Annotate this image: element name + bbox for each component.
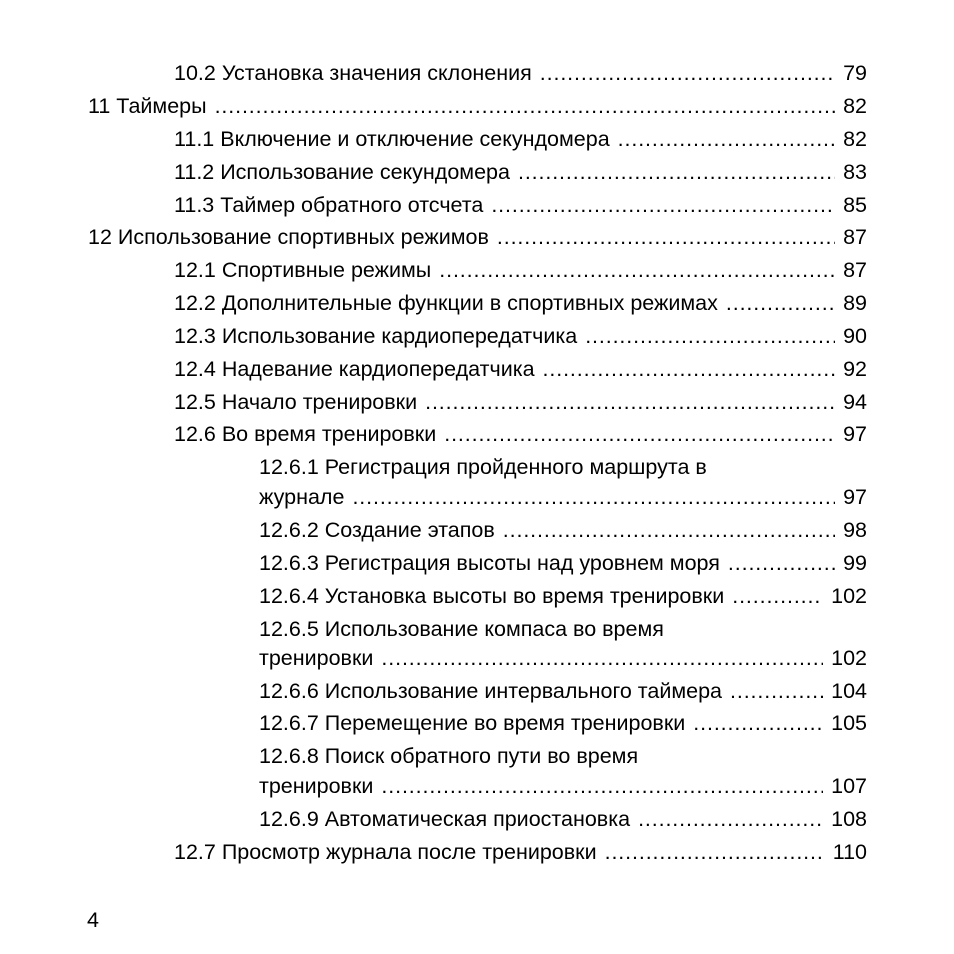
toc-entry-title: 12.3 Использование кардиопередатчика	[174, 324, 578, 348]
dot-leader	[491, 191, 835, 219]
toc-entry-page: 97	[843, 485, 867, 509]
toc-entry-title: 12.4 Надевание кардиопередатчика	[174, 357, 535, 381]
toc-entry-title: 12.2 Дополнительные функции в спортивных режимах	[174, 291, 718, 315]
dot-leader	[605, 838, 825, 866]
dot-leader	[540, 59, 835, 87]
toc-entry-page: 108	[831, 807, 867, 831]
dot-leader	[497, 223, 835, 251]
toc-entry-page: 92	[843, 357, 867, 381]
toc-entry-page: 79	[843, 61, 867, 85]
toc-entry-title: 12.6.2 Создание этапов	[259, 518, 495, 542]
dot-leader	[638, 805, 823, 833]
toc-entry[interactable]	[174, 355, 867, 383]
toc-entry-title: 12.5 Начало тренировки	[174, 390, 418, 414]
toc-entry-title: 12.6.3 Регистрация высоты над уровнем моря	[259, 551, 720, 575]
toc-entry[interactable]	[259, 644, 867, 672]
dot-leader	[381, 772, 823, 800]
dot-leader	[728, 549, 835, 577]
toc-entry-title: 10.2 Установка значения склонения	[174, 61, 532, 85]
toc-entry-first-line[interactable]	[259, 742, 867, 770]
toc-entry-title: 12.6.6 Использование интервального таймера	[259, 679, 722, 703]
toc-entry-page: 110	[832, 840, 867, 864]
dot-leader	[732, 582, 823, 610]
dot-leader	[730, 677, 823, 705]
dot-leader	[543, 355, 836, 383]
toc-entry[interactable]	[259, 549, 867, 577]
toc-entry-page: 87	[843, 225, 867, 249]
toc-entry[interactable]	[174, 59, 867, 87]
toc-entry-title: 12.7 Просмотр журнала после тренировки	[174, 840, 597, 864]
toc-entry-page: 83	[843, 160, 867, 184]
toc-entry-first-line[interactable]	[259, 453, 867, 481]
toc-entry-title: 12.6.1 Регистрация пройденного маршрута в	[259, 455, 707, 479]
toc-entry-title: 12 Использование спортивных режимов	[88, 225, 489, 249]
toc-entry-page: 90	[843, 324, 867, 348]
toc-entry[interactable]	[174, 125, 867, 153]
dot-leader	[618, 125, 835, 153]
toc-entry-page: 87	[843, 258, 867, 282]
toc-entry[interactable]	[259, 772, 867, 800]
toc-entry-page: 102	[831, 646, 867, 670]
page-number: 4	[87, 908, 99, 932]
toc-entry-page: 82	[843, 94, 867, 118]
dot-leader	[444, 420, 835, 448]
dot-leader	[352, 483, 835, 511]
toc-entry[interactable]	[174, 256, 867, 284]
toc-entry-title: 11.3 Таймер обратного отсчета	[174, 193, 484, 217]
toc-entry-page: 97	[843, 422, 867, 446]
dot-leader	[726, 289, 835, 317]
dot-leader	[503, 516, 835, 544]
toc-entry-title: 12.6.9 Автоматическая приостановка	[259, 807, 631, 831]
toc-entry-title: 12.6 Во время тренировки	[174, 422, 437, 446]
toc-entry-page: 98	[843, 518, 867, 542]
toc-entry-title: 11.2 Использование секундомера	[174, 160, 510, 184]
toc-entry-title: 11 Таймеры	[88, 94, 207, 118]
toc-entry-title: 12.6.8 Поиск обратного пути во время	[259, 744, 639, 768]
dot-leader	[381, 644, 823, 672]
dot-leader	[518, 158, 835, 186]
toc-entry-title: 12.6.5 Использование компаса во время	[259, 617, 664, 641]
dot-leader	[215, 92, 836, 120]
toc-entry[interactable]	[259, 805, 867, 833]
toc-entry[interactable]	[88, 92, 867, 120]
toc-entry-title: 12.6.7 Перемещение во время тренировки	[259, 711, 686, 735]
toc-entry-page: 85	[843, 193, 867, 217]
toc-entry[interactable]	[88, 223, 867, 251]
toc-entry[interactable]	[174, 388, 867, 416]
toc-entry-page: 82	[843, 127, 867, 151]
toc-entry[interactable]	[174, 289, 867, 317]
toc-entry[interactable]	[174, 158, 867, 186]
toc-entry[interactable]	[259, 483, 867, 511]
dot-leader	[425, 388, 835, 416]
toc-entry-page: 94	[843, 390, 867, 414]
toc-entry[interactable]	[174, 322, 867, 350]
toc-entry-title: 12.6.4 Установка высоты во время тренировки	[259, 584, 725, 608]
toc-entry[interactable]	[174, 420, 867, 448]
toc-entry-title-continued: тренировки	[259, 774, 374, 798]
toc-entry-title: 11.1 Включение и отключение секундомера	[174, 127, 610, 151]
toc-entry-page: 99	[843, 551, 867, 575]
toc-entry-page: 102	[831, 584, 867, 608]
toc-entry-page: 107	[831, 774, 867, 798]
dot-leader	[439, 256, 835, 284]
toc-entry[interactable]	[259, 677, 867, 705]
toc-entry-first-line[interactable]	[259, 615, 867, 643]
toc-entry[interactable]	[259, 709, 867, 737]
toc-entry[interactable]	[259, 516, 867, 544]
toc-entry-title-continued: журнале	[259, 485, 345, 509]
toc-entry[interactable]	[174, 191, 867, 219]
toc-entry-page: 89	[843, 291, 867, 315]
toc-entry-title-continued: тренировки	[259, 646, 374, 670]
toc-entry[interactable]	[259, 582, 867, 610]
toc-entry-page: 105	[831, 711, 867, 735]
dot-leader	[693, 709, 823, 737]
toc-entry-page: 104	[831, 679, 867, 703]
toc-entry-title: 12.1 Спортивные режимы	[174, 258, 432, 282]
dot-leader	[585, 322, 835, 350]
toc-entry[interactable]	[174, 838, 867, 866]
